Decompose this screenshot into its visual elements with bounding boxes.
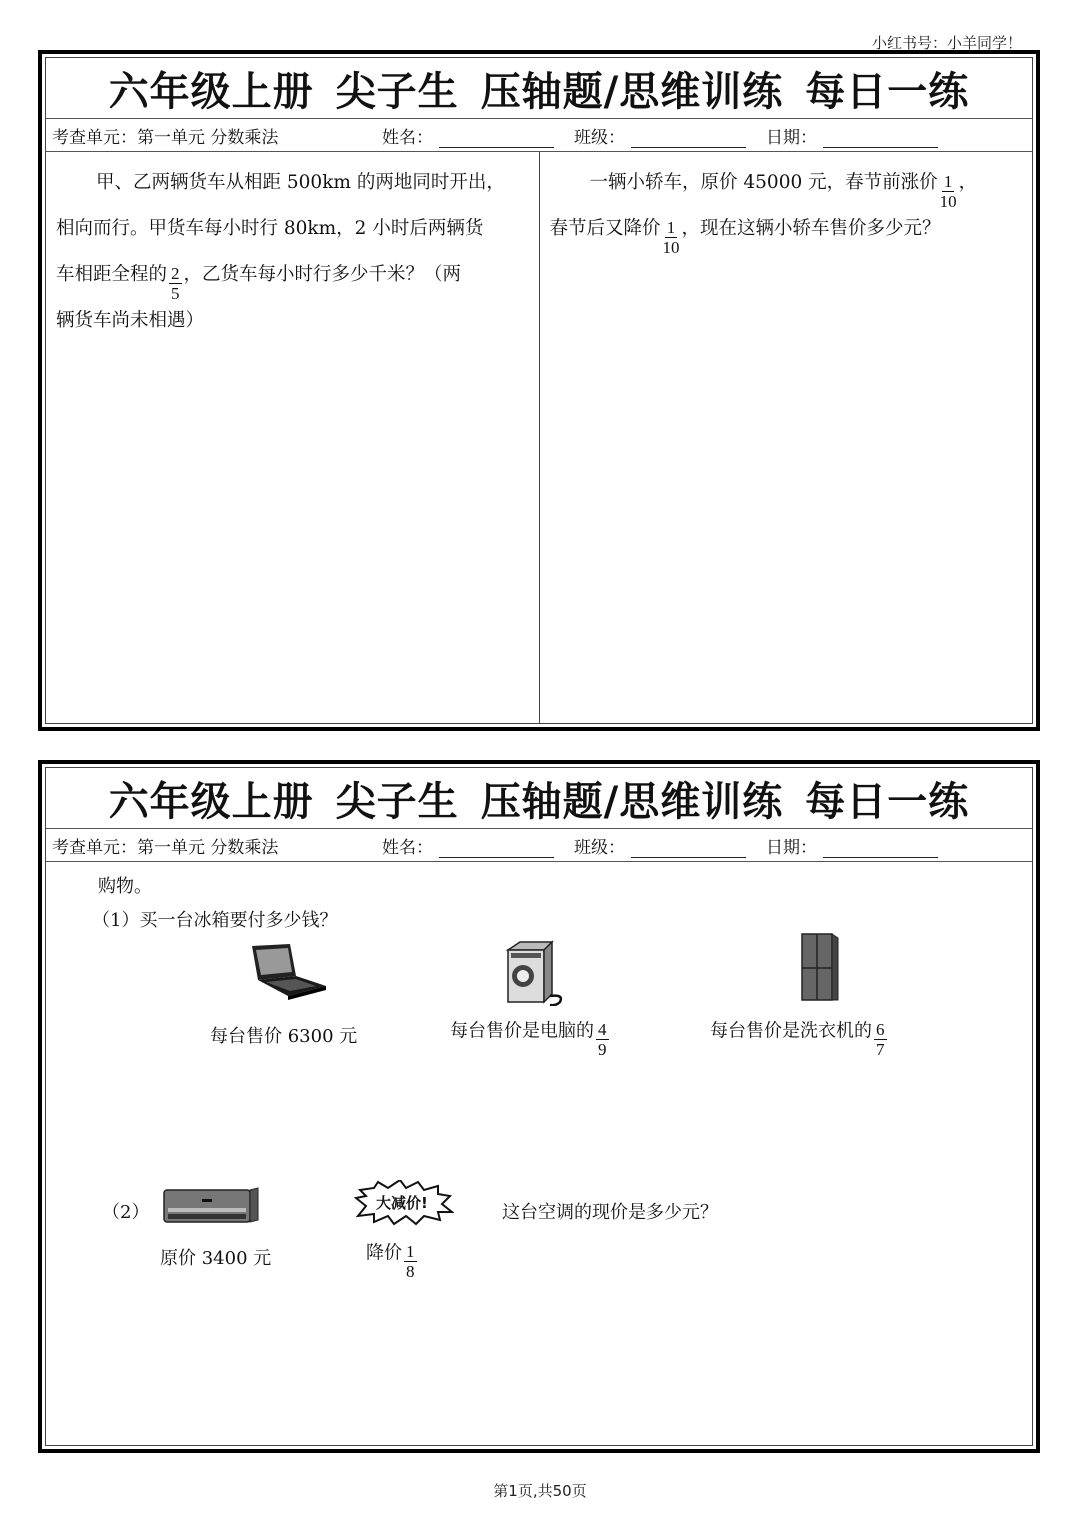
title-part: 每日一练 (805, 778, 970, 825)
date-label: 日期： (766, 837, 817, 858)
caption-text: 每台售价是洗衣机的 (710, 1020, 872, 1042)
problem-text: ，现在这辆小轿车售价多少元？ (681, 218, 941, 239)
name-field (382, 833, 554, 858)
date-blank[interactable] (823, 841, 938, 858)
title-part: 压轴题/思维训练 (480, 68, 784, 115)
problem-text: 相向而行。甲货车每小时行 80km，2 小时后两辆货 (56, 218, 484, 239)
title-part: 压轴题/思维训练 (480, 778, 784, 825)
caption-text: 降价 (366, 1242, 402, 1264)
worksheet-title (46, 768, 1032, 829)
problem-shopping (46, 862, 1032, 1445)
problem-heading: 购物。 (98, 876, 152, 897)
unit-label: 考查单元：第一单元 分数乘法 (52, 127, 279, 148)
fraction: $\frac{1}{8}$ (406, 1242, 415, 1281)
fraction: $\frac{1}{10}$ (939, 171, 957, 211)
worksheet-2 (38, 760, 1040, 1453)
fraction: $\frac{6}{7}$ (876, 1020, 885, 1059)
class-label: 班级： (574, 127, 625, 148)
name-label: 姓名： (382, 837, 433, 858)
ac-caption: 原价 3400 元 (160, 1248, 272, 1269)
fraction: $\frac{1}{10}$ (662, 217, 680, 257)
title-part: 尖子生 (335, 68, 459, 115)
question-2-text: 这台空调的现价是多少元？ (502, 1202, 718, 1223)
sale-badge-text: 大减价! (376, 1194, 428, 1212)
problem-car-price (539, 152, 1033, 723)
air-conditioner-icon (162, 1186, 260, 1226)
laptop-caption: 每台售价 6300 元 (210, 1026, 358, 1047)
problem-text: 春节后又降价 (549, 218, 661, 239)
problem-text: ， (958, 172, 978, 193)
name-label: 姓名： (382, 127, 433, 148)
fraction: $\frac{4}{9}$ (598, 1020, 607, 1059)
sale-badge (354, 1180, 454, 1226)
title-part: 尖子生 (335, 778, 459, 825)
date-blank[interactable] (823, 131, 938, 148)
class-field (574, 123, 746, 148)
problem-truck (46, 152, 539, 723)
problem-text: 一辆小轿车，原价 45000 元，春节前涨价 (589, 172, 938, 193)
caption-text: 每台售价是电脑的 (450, 1020, 594, 1042)
class-field (574, 833, 746, 858)
date-field (766, 123, 938, 148)
question-1: （1）买一台冰箱要付多少钱？ (92, 910, 338, 931)
problem-text: 甲、乙两辆货车从相距 500km 的两地同时开出， (96, 172, 505, 193)
worksheet-title (46, 58, 1032, 119)
watermark: 小红书号：小羊同学！ (871, 34, 1022, 52)
worksheet-1 (38, 50, 1040, 731)
laptop-icon (246, 942, 330, 1002)
title-part: 六年级上册 (108, 68, 314, 115)
name-field (382, 123, 554, 148)
discount-caption (366, 1234, 419, 1281)
problem-text: ，乙货车每小时行多少千米？（两 (183, 264, 462, 285)
info-row (46, 119, 1032, 152)
fraction: $\frac{2}{5}$ (171, 263, 180, 303)
title-part: 每日一练 (805, 68, 970, 115)
refrigerator-caption (710, 1012, 889, 1059)
washing-machine-icon (504, 938, 570, 1006)
class-blank[interactable] (631, 841, 746, 858)
name-blank[interactable] (439, 841, 554, 858)
title-part: 六年级上册 (108, 778, 314, 825)
page-indicator: 第1页,共50页 (493, 1482, 587, 1500)
problem-text: 车相距全程的 (56, 264, 168, 285)
class-label: 班级： (574, 837, 625, 858)
unit-label: 考查单元：第一单元 分数乘法 (52, 837, 279, 858)
washing-machine-caption (450, 1012, 611, 1059)
class-blank[interactable] (631, 131, 746, 148)
date-field (766, 833, 938, 858)
info-row (46, 829, 1032, 862)
refrigerator-icon (798, 932, 842, 1004)
date-label: 日期： (766, 127, 817, 148)
problem-text: 辆货车尚未相遇） (56, 310, 205, 331)
question-2-label: （2） (102, 1202, 150, 1223)
name-blank[interactable] (439, 131, 554, 148)
